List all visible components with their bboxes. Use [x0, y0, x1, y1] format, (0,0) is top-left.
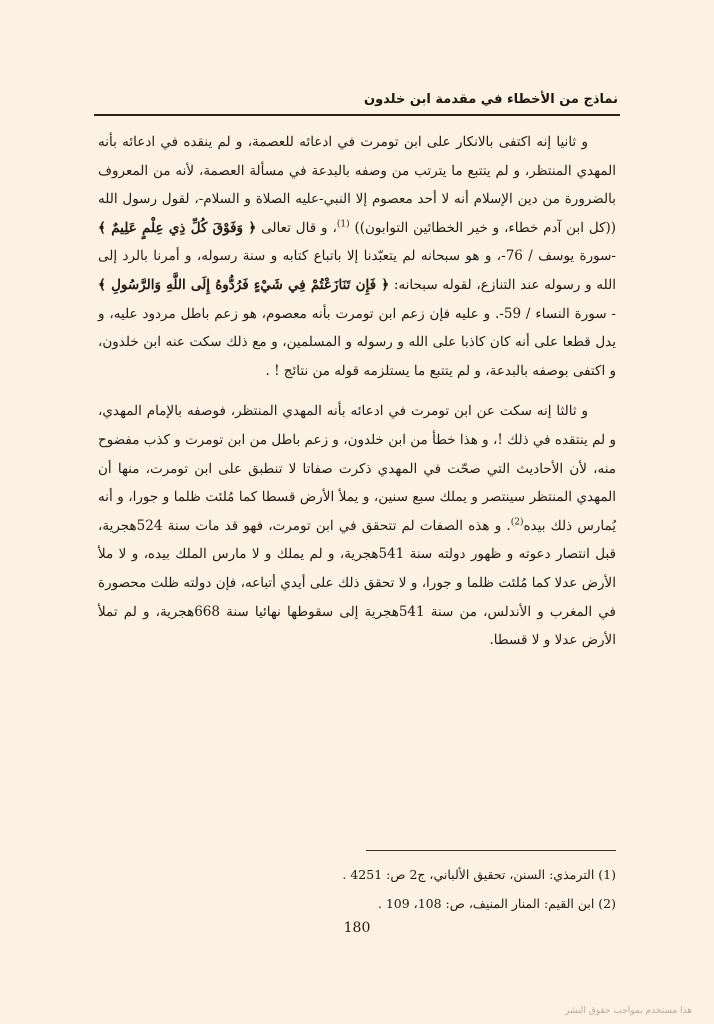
paragraph-text: . و هذه الصفات لم تتحقق في ابن تومرت، فهو قد مات سنة 524هجرية، قبل انتصار دعوته و ظهور دولته سنة 541هجرية، و لم يملك و لا مارس الملك بيده، و لا ملأ الأرض عدلا كما مُلئت ظلما و جورا، و لا تحقق ذلك على أيدي أتباعه، فإن دولته ظلت محصورة في المغرب و الأندلس، من سنة 541هجرية إلى سقوطها نهائيا سنة 668هجرية، و لم تملأ الأرض عدلا و لا قسطا.: [98, 517, 617, 649]
footnote-marker-2[interactable]: (2): [510, 517, 524, 528]
footnote-divider: [366, 850, 616, 851]
paragraph-text: ، و قال تعالى: [261, 219, 337, 236]
quran-verse-nisa: ﴿ فَإِن تَنَازَعْتُمْ فِي شَيْءٍ فَرُدُّوهُ إِلَى اللَّهِ وَالرَّسُولِ ﴾: [98, 276, 390, 293]
main-text: [98, 128, 616, 655]
footnote-1: (1) الترمذي: السنن، تحقيق الألباني، ج2 ص: 4251 .: [342, 867, 616, 882]
paragraph-gap: [98, 385, 616, 397]
footnote-marker-1[interactable]: (1): [336, 219, 350, 230]
copyright-watermark: هذا مستخدم بمواجب حقوق النشر: [564, 1006, 692, 1016]
running-header: نماذج من الأخطاء في مقدمة ابن خلدون: [363, 92, 618, 107]
paragraph-text: و ثانيا إنه اكتفى بالانكار على ابن تومرت في ادعائه للعصمة، و لم ينقده في ادعائه بأنه المهدي المنتظر، و لم يتتبع ما يترتب من وصفه بالبدعة في مسألة العصمة، لأنه من المعروف بالضرورة من دين الإسلام أنه لا أحد معصوم إلا النبي-عليه الصلاة و السلام-، لقول رسول الله ((كل ابن آدم خطاء، و خير الخطائين التوابون)): [98, 134, 617, 236]
page-number: 180: [343, 920, 371, 936]
footnote-2: (2) ابن القيم: المنار المنيف، ص: 108، 109 .: [377, 896, 616, 911]
footnotes: [98, 860, 616, 918]
paragraph-third-point: [98, 397, 616, 654]
quran-verse-yusuf: ﴿ وَفَوْقَ كُلِّ ذِي عِلْمٍ عَلِيمٌ ﴾: [98, 219, 257, 236]
paragraph-second-point: [98, 128, 616, 385]
header-divider: [94, 114, 620, 116]
paragraph-text: و ثالثا إنه سكت عن ابن تومرت في ادعائه بأنه المهدي المنتظر، فوصفه بالإمام المهدي، و لم ينتقده في ذلك !، و هذا خطأ من ابن خلدون، و زعم باطل من ابن تومرت و كذب مفضوح منه، لأن الأحاديث التي صحّت في المهدي ذكرت صفاتا لا تنطبق على ابن تومرت، منها أن المهدي المنتظر سينتصر و يملك سبع سنين، و يملأ الأرض قسطا كما مُلئت ظلما و جورا، و أنه يُمارس ذلك بيده: [98, 403, 617, 534]
paragraph-text: -سورة يوسف / 76-، و هو سبحانه لم يتعبّدنا إلا باتباع كتابه و سنة رسوله، و أمرنا بالرد إلى الله و رسوله عند التنازع، لقوله سبحانه:: [98, 248, 616, 293]
paragraph-text: - سورة النساء / 59-. و عليه فإن زعم ابن تومرت بأنه معصوم، هو زعم باطل مردود عليه، و يدل قطعا على أنه كان كاذبا على الله و رسوله و المسلمين، و مع ذلك سكت عنه ابن خلدون، و اكتفى بوصفه بالبدعة، و لم يتتبع ما يستلزمه قوله من نتائج ! .: [98, 305, 616, 379]
